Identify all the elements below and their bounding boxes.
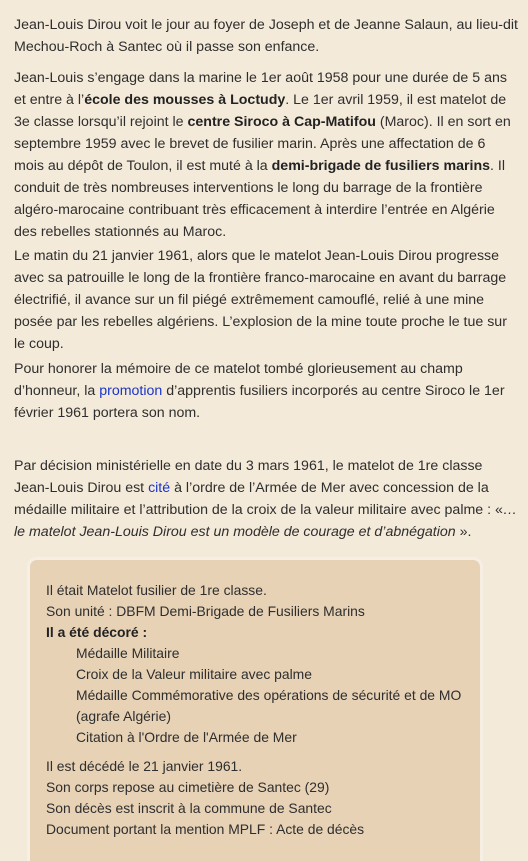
citation-text-3: ». [455,524,472,540]
decoration-item: Médaille Commémorative des opérations de sécurité et de MO (agrafe Algérie) [76,687,462,724]
citation-quote: … le matelot Jean-Louis Dirou est un modèle de courage et d’abnégation [14,502,518,540]
career-text-1: Jean-Louis s’engage dans la marine le 1er août 1958 pour une durée de 5 ans et entre à l’ [14,70,507,108]
career-text-2: . Le 1er avril 1959, il est matelot de 3e classe lorsqu’il rejoint le [14,92,507,130]
promotion-text-1: Pour honorer la mémoire de ce matelot tombé glorieusement au champ d’honneur, la [14,361,463,399]
citation-link[interactable]: cité [148,480,171,496]
promotion-link[interactable]: promotion [99,383,163,399]
paragraph-promotion [14,358,518,424]
spacer [46,748,464,756]
decorations-title: Il a été décoré : [46,624,148,640]
unit-line: Son unité : DBFM Demi-Brigade de Fusiliers Marins [46,603,365,619]
citation-text-2: à l’ordre de l’Armée de Mer avec concession de la médaille militaire et l’attribution de la croix de la valeur militaire avec palme : « [14,480,503,518]
paragraph-career [14,67,518,243]
paragraph-death [14,245,518,355]
centre-name: centre Siroco à Cap-Matifou [187,114,376,130]
burial-line: Son corps repose au cimetière de Santec (29) [46,779,330,795]
career-text-4: . Il conduit de très nombreuses interventions le long du barrage de la frontière algéro-marocaine contribuant très efficacement à interdire l’entrée en Algérie des rebelles stationnés au Maroc. [14,158,506,240]
death-date-line: Il est décédé le 21 janvier 1961. [46,758,243,774]
career-text-3: (Maroc). Il en sort en septembre 1959 avec le brevet de fusilier marin. Après une affectation de 6 mois au dépôt de Toulon, il est muté à la [14,114,511,174]
brigade-name: demi-brigade de fusiliers marins [271,158,491,174]
registry-line: Son décès est inscrit à la commune de Santec [46,800,332,816]
document-line: Document portant la mention MPLF : Acte de décès [46,821,365,837]
promotion-text-2: d’apprentis fusiliers incorporés au centre Siroco le 1er février 1961 portera son nom. [14,383,505,421]
paragraph-death-text: Le matin du 21 janvier 1961, alors que le matelot Jean-Louis Dirou progresse avec sa patrouille le long de la frontière franco-marocaine en avant du barrage électrifié, il avance sur un fil piégé extrêmement camouflé, relié à une mine posée par les rebelles algériens. L’explosion de la mine toute proche le tue sur le coup. [14,248,507,352]
service-record-box [27,557,483,861]
rank-line: Il était Matelot fusilier de 1re classe. [46,582,267,598]
decoration-item: Citation à l'Ordre de l'Armée de Mer [76,729,297,745]
decoration-item: Croix de la Valeur militaire avec palme [76,666,312,682]
paragraph-birth [14,14,518,58]
paragraph-citation [14,455,518,543]
paragraph-birth-text: Jean-Louis Dirou voit le jour au foyer de Joseph et de Jeanne Salaun, au lieu-dit Mechou-Roch à Santec où il passe son enfance. [14,17,518,55]
citation-text-1: Par décision ministérielle en date du 3 mars 1961, le matelot de 1re classe Jean-Louis Dirou est [14,458,483,496]
decoration-item: Médaille Militaire [76,645,180,661]
school-name: école des mousses à Loctudy [84,92,286,108]
